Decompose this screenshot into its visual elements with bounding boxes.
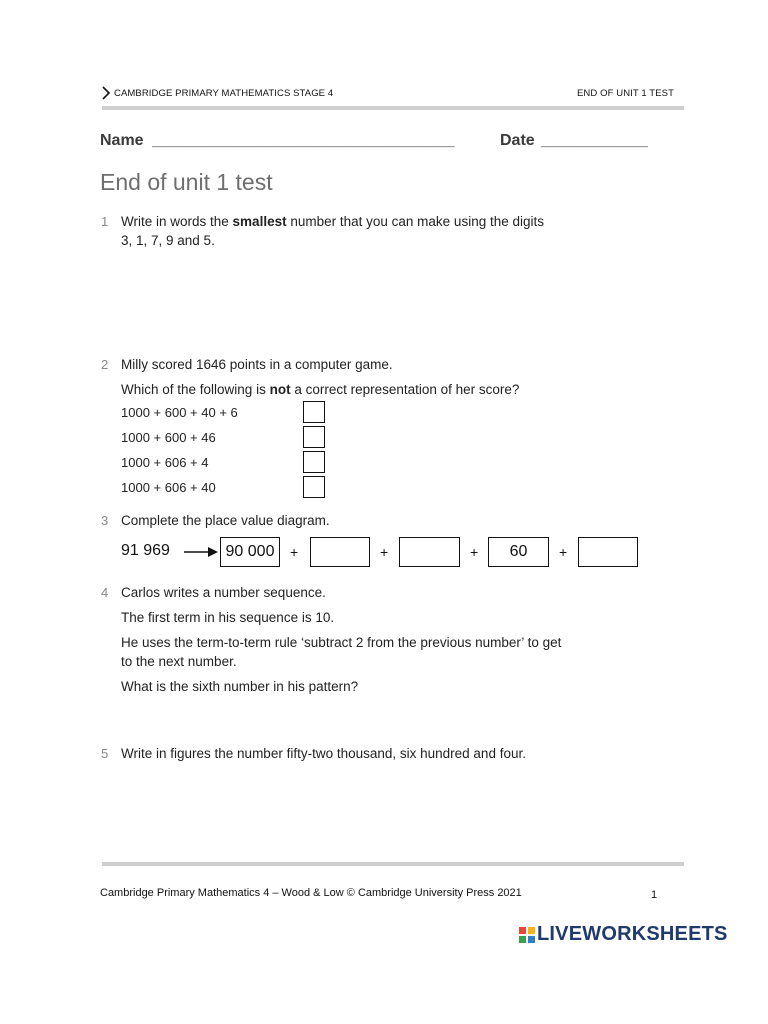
question-2-line2 [121, 380, 519, 399]
question-2-checkbox-1[interactable] [303, 401, 325, 423]
page-number: 1 [651, 889, 658, 901]
place-value-answer-box-1[interactable] [310, 537, 370, 567]
place-value-box-tens: 60 [488, 537, 549, 567]
question-1-number: 1 [101, 214, 109, 229]
arrow-right-icon [184, 545, 220, 559]
question-1-text [121, 212, 601, 250]
page-title: End of unit 1 test [100, 169, 273, 195]
header-test-title: END OF UNIT 1 TEST [577, 88, 674, 99]
footer-rule [102, 862, 684, 866]
question-4-line2: The first term in his sequence is 10. [121, 610, 335, 625]
question-4-number: 4 [101, 585, 109, 600]
question-2-number: 2 [101, 357, 109, 372]
question-5-number: 5 [101, 746, 109, 761]
question-1-pre: Write in words the [121, 214, 233, 229]
place-value-answer-box-2[interactable] [399, 537, 460, 567]
header-chevron-icon [101, 86, 111, 100]
question-2-option-4: 1000 + 606 + 40 [121, 480, 216, 495]
question-1-post: number that you can make using the digits [286, 214, 544, 229]
header-series-title: CAMBRIDGE PRIMARY MATHEMATICS STAGE 4 [114, 88, 334, 99]
question-2-line1: Milly scored 1646 points in a computer game. [121, 357, 393, 372]
question-2-option-1: 1000 + 600 + 40 + 6 [121, 405, 238, 420]
place-value-box-1: 90 000 [220, 537, 280, 567]
question-2-emphasis: not [269, 382, 291, 397]
question-2-checkbox-2[interactable] [303, 426, 325, 448]
question-2-checkbox-4[interactable] [303, 476, 325, 498]
question-4-line1: Carlos writes a number sequence. [121, 585, 326, 600]
plus-sign-2: + [380, 544, 389, 560]
liveworksheets-logo-icon [519, 927, 535, 943]
date-label: Date [500, 132, 535, 149]
plus-sign-3: + [470, 544, 479, 560]
question-1-digits: 3, 1, 7, 9 and 5. [121, 233, 215, 248]
name-field[interactable]: __________________________________ [152, 132, 455, 149]
question-2-checkbox-3[interactable] [303, 451, 325, 473]
question-2-option-3: 1000 + 606 + 4 [121, 455, 209, 470]
plus-sign-1: + [290, 544, 299, 560]
place-value-start-number: 91 969 [121, 542, 170, 559]
question-1-emphasis: smallest [232, 214, 287, 229]
question-2-post: a correct representation of her score? [290, 382, 520, 397]
question-4-line3: He uses the term-to-term rule ‘subtract 2 from the previous number’ to get [121, 635, 562, 650]
question-4-line5: What is the sixth number in his pattern? [121, 679, 359, 694]
header-rule [102, 106, 684, 110]
place-value-answer-box-3[interactable] [578, 537, 638, 567]
question-3-text: Complete the place value diagram. [121, 513, 330, 528]
question-4-line4: to the next number. [121, 654, 237, 669]
name-label: Name [100, 132, 144, 149]
question-2-option-2: 1000 + 600 + 46 [121, 430, 216, 445]
liveworksheets-wordmark: LIVEWORKSHEETS [537, 923, 728, 945]
date-field[interactable]: ____________ [541, 132, 648, 149]
question-5-text: Write in figures the number fifty-two thousand, six hundred and four. [121, 746, 526, 761]
question-3-number: 3 [101, 513, 109, 528]
plus-sign-4: + [559, 544, 568, 560]
footer-copyright: Cambridge Primary Mathematics 4 – Wood & Low © Cambridge University Press 2021 [100, 887, 522, 899]
question-2-pre: Which of the following is [121, 382, 270, 397]
